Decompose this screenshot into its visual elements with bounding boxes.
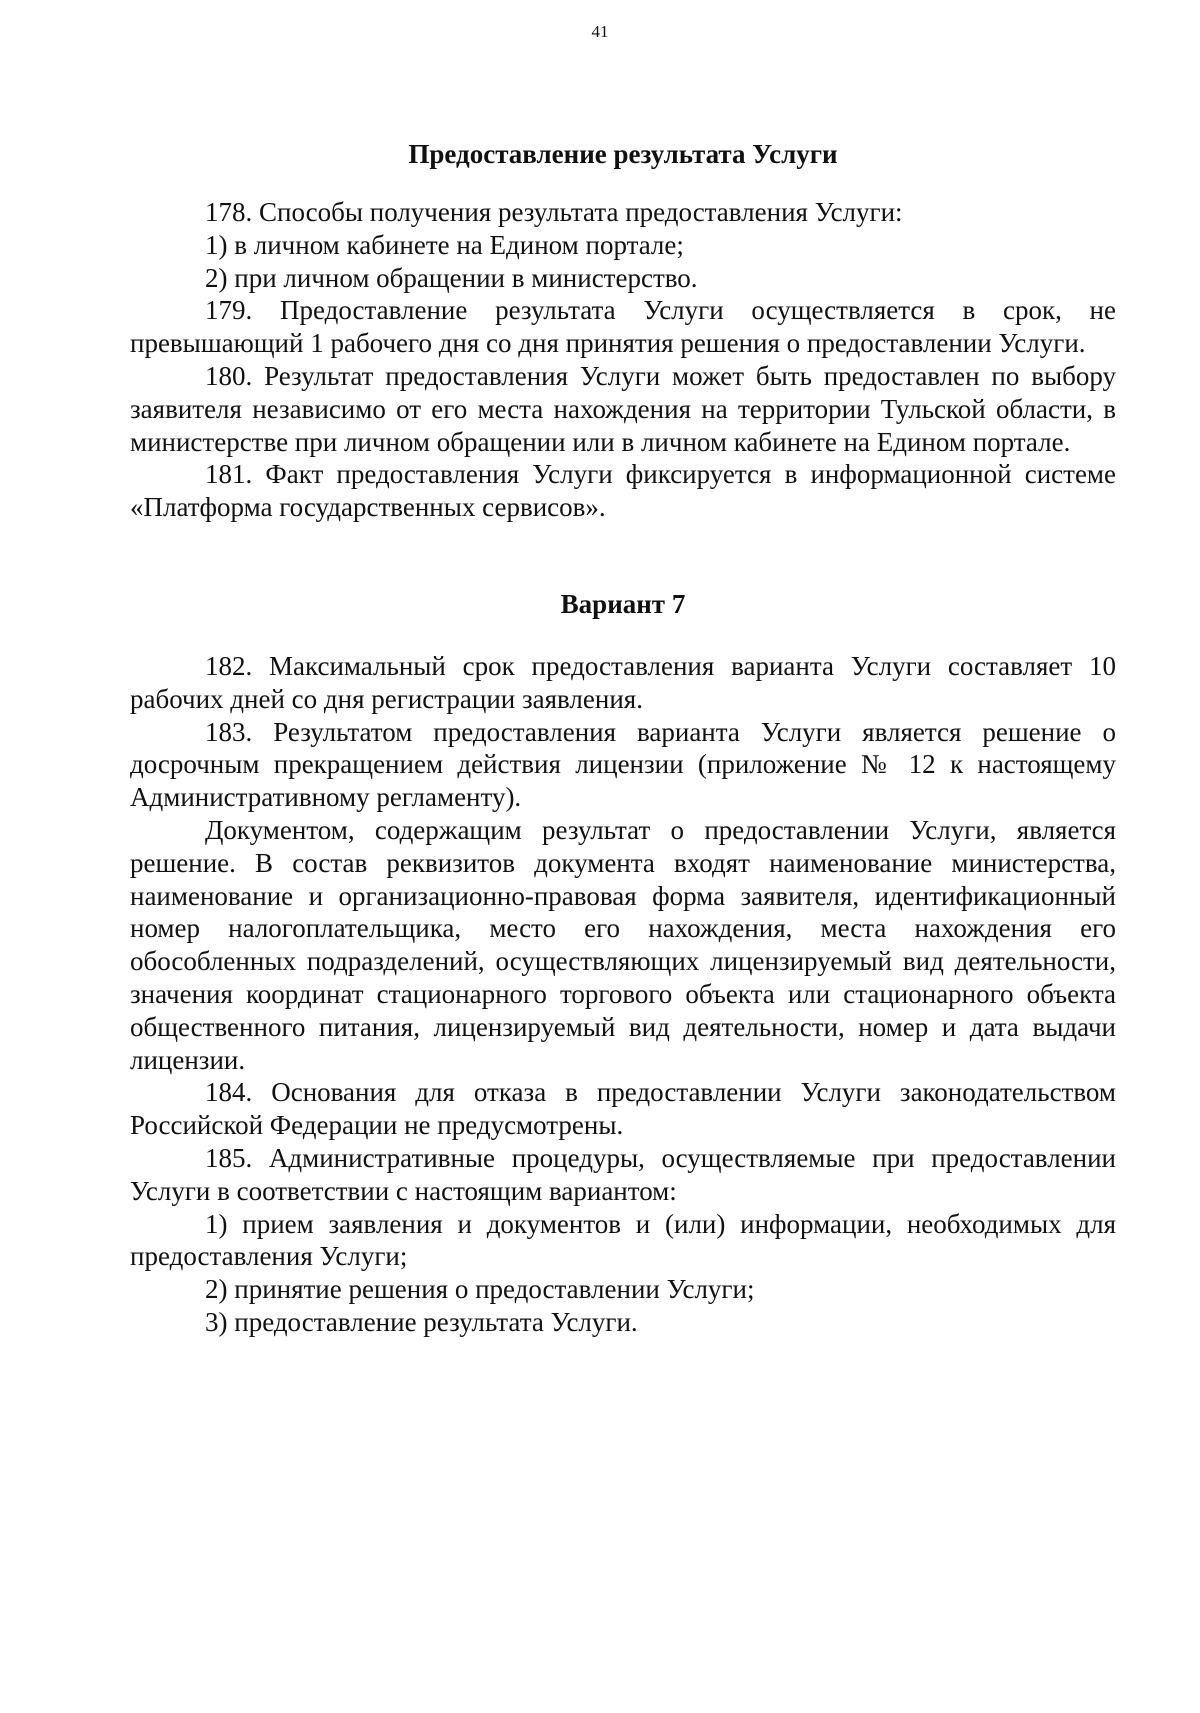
section-variant-7 [130, 588, 1116, 621]
section-result-provision-body [130, 196, 1116, 524]
page-number: 41 [591, 22, 609, 41]
list-item-3: 3) предоставление результата Услуги. [205, 1306, 638, 1337]
list-item-1: 1) прием заявления и документов и (или) информации, необходимых для предоставления Услуги; [130, 1208, 1116, 1272]
paragraph-184: 184. Основания для отказа в предоставлении Услуги законодательством Российской Федерации не предусмотрены. [130, 1077, 1116, 1141]
paragraph-182: 182. Максимальный срок предоставления варианта Услуги составляет 10 рабочих дней со дня регистрации заявления. [130, 651, 1116, 714]
paragraph-178: 178. Способы получения результата предоставления Услуги: [205, 197, 903, 227]
paragraph-179: 179. Предоставление результата Услуги осуществляется в срок, не превышающий 1 рабочего дня со дня принятия решения о предоставлении Услуги. [130, 295, 1116, 359]
section-heading: Предоставление результата Услуги [408, 139, 838, 169]
paragraph-181: 181. Факт предоставления Услуги фиксируется в информационной системе «Платформа государственных сервисов». [130, 459, 1116, 523]
paragraph-result-document: Документом, содержащим результат о предоставлении Услуги, является решение. В состав реквизитов документа входят наименование министерства, наименование и организационно-правовая форма заявителя, идентификационный номер налогоплательщика, место его нахождения, места нахождения его обособленных подразделений, осуществляющих лицензируемый вид деятельности, значения координат стационарного торгового объекта или стационарного объекта общественного питания, лицензируемый вид деятельности, номер и дата выдачи лицензии. [130, 814, 1116, 1075]
section-result-provision [130, 138, 1116, 171]
section-variant-7-body [130, 650, 1116, 1339]
list-item-2: 2) принятие решения о предоставлении Услуги; [205, 1274, 755, 1305]
section-heading: Вариант 7 [560, 589, 686, 619]
paragraph-185: 185. Административные процедуры, осуществляемые при предоставлении Услуги в соответствии с настоящим вариантом: [130, 1142, 1116, 1206]
list-item-1: 1) в личном кабинете на Едином портале; [205, 229, 684, 260]
paragraph-180: 180. Результат предоставления Услуги может быть предоставлен по выбору заявителя независимо от его места нахождения на территории Тульской области, в министерстве при личном обращении или в личном кабинете на Едином портале. [130, 360, 1116, 457]
list-item-2: 2) при личном обращении в министерство. [205, 262, 698, 293]
paragraph-183: 183. Результатом предоставления варианта Услуги является решение о досрочным прекращением действия лицензии (приложение № 12 к настоящему Административному регламенту). [130, 716, 1116, 813]
